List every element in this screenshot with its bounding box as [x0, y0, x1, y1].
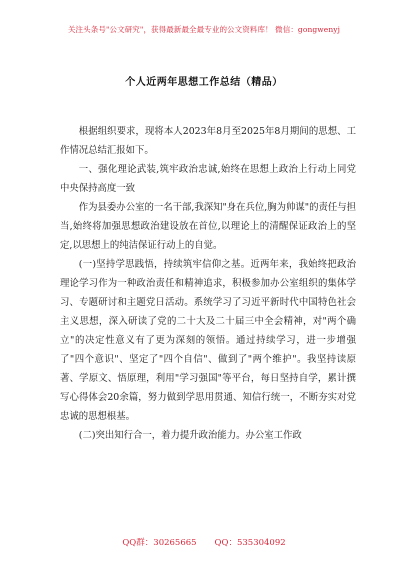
body-paragraph: (二)突出知行合一，着力提升政治能力。办公室工作政	[78, 430, 302, 441]
body-paragraph: (一)坚持学思践悟，持续筑牢信仰之基。近两年来，我始终把政治理论学习作为一种政治责任和精神追求，积极参加办公室组织的集体学习、专题研讨和主题党日活动。系统学习了习近平新时代中国特色社会主义思想，深入研读了党的二十大及二十届三中全会精神，对"两个确立"的决定性意义有了更为深刻的领悟。通过持续学习，进一步增强了"四个意识"、坚定了"四个自信"、做到了"两个维护"。我坚持读原著、学原文、悟原理，利用"学习强国"等平台，每日坚持自学，累计撰写心得体会20余篇，努力做到学思用贯通、知信行统一，不断夯实对党忠诚的思想根基。	[60, 259, 356, 422]
footer-contact	[0, 536, 408, 548]
page-title: 个人近两年思想工作总结（精品）	[125, 77, 283, 88]
section-heading: 一、强化理论武装,筑牢政治忠诚,始终在思想上政治上行动上同党中央保持高度一致	[60, 164, 356, 194]
footer-qq-group: QQ群：30265665	[122, 538, 197, 548]
footer-qq: QQ：535304092	[214, 538, 286, 548]
header-banner: 关注头条号"公文研究"，获得最新最全最专业的公文资料库！ 微信：gongwenyj	[67, 25, 341, 34]
intro-paragraph: 根据组织要求，现将本人2023年8月至2025年8月期间的思想、工作情况总结汇报如下。	[60, 126, 356, 156]
document-body	[60, 122, 356, 445]
body-paragraph: 作为县委办公室的一名干部,我深知"身在兵位,胸为帅谋"的责任与担当,始终将加强思想政治建设放在首位,以理论上的清醒保证政治上的坚定,以思想上的纯洁保证行动上的自觉。	[60, 202, 356, 251]
